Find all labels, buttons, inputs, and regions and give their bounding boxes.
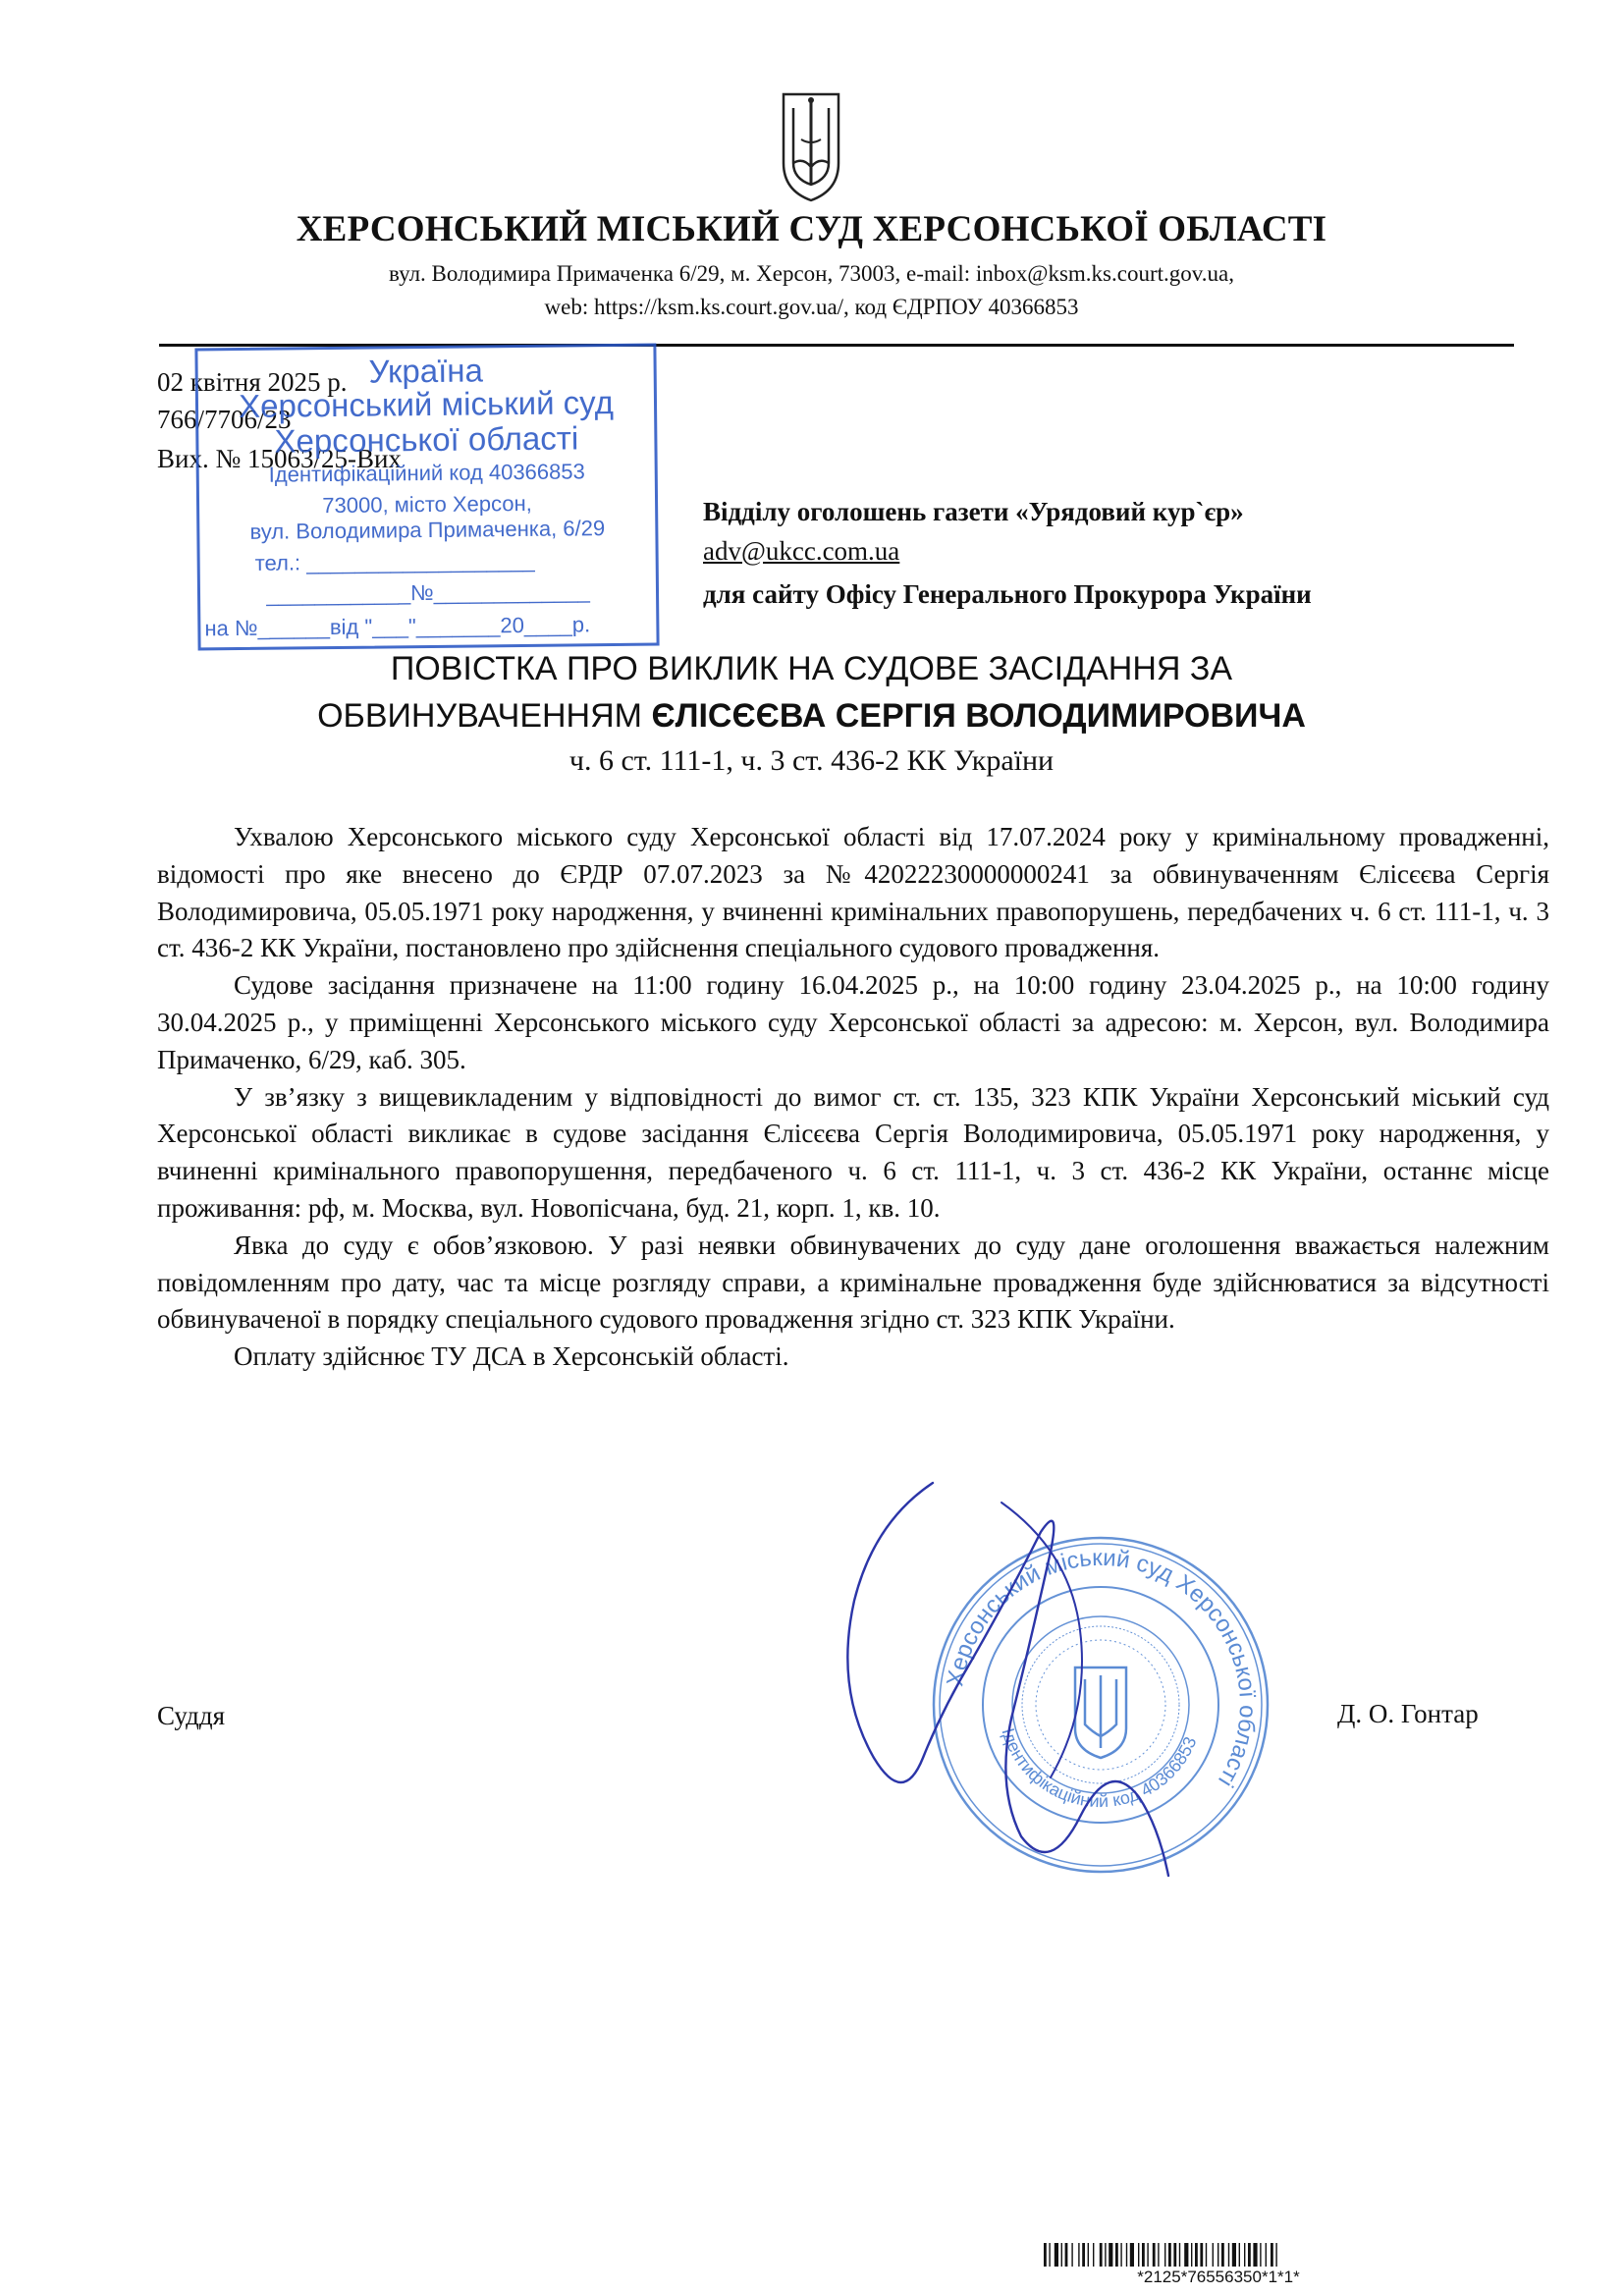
barcode-bar: [1049, 2243, 1050, 2267]
barcode-bar: [1105, 2243, 1106, 2267]
barcode-bar: [1061, 2243, 1062, 2267]
judge-role-label: Суддя: [157, 1701, 226, 1730]
barcode-bar: [1248, 2243, 1251, 2267]
barcode-bar: [1221, 2243, 1224, 2267]
addressee-email-link[interactable]: adv@ukcc.com.ua: [703, 536, 900, 566]
outgoing-number: Вих. № 15063/25-Вих: [157, 444, 402, 473]
document-date: 02 квітня 2025 р.: [157, 367, 348, 397]
body-paragraph-hearing: Судове засідання призначене на 11:00 годину 16.04.2025 р., на 10:00 годину 23.04.2025 р., на 10:00 годину 30.04.2025 р., у приміщенні Херсонського міського суду Херсонської області за адресою: м. Херсон, вул. Володимира Примаченко, 6/29, каб. 305.: [157, 970, 1549, 1074]
body-paragraph-summons: У зв’язку з вищевикладеним у відповідності до вимог ст. ст. 135, 323 КПК України Херсонський міський суд Херсонської області викликає в судове засідання Єлісєєва Сергія Володимировича, 05.05.1971 року народження, у вчиненні кримінального правопорушення, передбаченого ч. 6 ст. 111-1, ч. 3 ст. 436-2 КК України, останнє місце проживання: рф, м. Москва, вул. Новопісчана, буд. 21, корп. 1, кв. 10.: [157, 1081, 1549, 1223]
barcode-bar: [1078, 2243, 1079, 2267]
judge-name: Д. О. Гонтар: [1337, 1699, 1479, 1728]
barcode-bar: [1173, 2243, 1176, 2267]
barcode-bar: [1228, 2243, 1229, 2267]
barcode-bar: [1044, 2243, 1047, 2267]
barcode-bar: [1260, 2243, 1261, 2267]
barcode-bar: [1130, 2243, 1134, 2267]
barcode-bar: [1168, 2243, 1171, 2267]
stamp-number-line: ____________№_____________: [266, 578, 590, 607]
stamp-country: Україна: [368, 352, 484, 390]
document-barcode: [1044, 2243, 1393, 2267]
barcode-bar: [1100, 2243, 1103, 2267]
summons-title-prefix: ОБВИНУВАЧЕННЯМ: [317, 697, 652, 735]
stamp-region: Херсонської області: [274, 419, 579, 460]
barcode-bar: [1082, 2243, 1085, 2267]
seal-inner-text: Ідентифікаційний код 40366853: [998, 1725, 1201, 1812]
stamp-city: 73000, місто Херсон,: [322, 490, 532, 519]
ukraine-trident-emblem-icon: [780, 88, 842, 204]
summons-articles: ч. 6 ст. 111-1, ч. 3 ст. 436-2 КК України: [568, 744, 1055, 777]
judge-signature: [815, 1463, 1188, 1895]
barcode-bar: [1275, 2243, 1276, 2267]
barcode-bar: [1239, 2243, 1240, 2267]
barcode-bar: [1142, 2243, 1145, 2267]
stamp-phone: тел.: ___________________: [254, 547, 535, 575]
barcode-bar: [1138, 2243, 1139, 2267]
stamp-court: Херсонський міський суд: [238, 384, 615, 425]
court-name-heading: ХЕРСОНСЬКИЙ МІСЬКИЙ СУД ХЕРСОНСЬКОЇ ОБЛАСТІ: [296, 209, 1327, 249]
barcode-bar: [1126, 2243, 1127, 2267]
barcode-number: *2125*76556350*1*1*: [1137, 2268, 1300, 2286]
barcode-bar: [1071, 2243, 1072, 2267]
barcode-bar: [1266, 2243, 1267, 2267]
barcode-bar: [1093, 2243, 1094, 2267]
barcode-bar: [1109, 2243, 1112, 2267]
barcode-bar: [1271, 2243, 1273, 2267]
registration-stamp: [194, 344, 659, 651]
barcode-bar: [1206, 2243, 1207, 2267]
stamp-street: вул. Володимира Примаченка, 6/29: [249, 516, 606, 544]
body-paragraph-payment: Оплату здійснює ТУ ДСА в Херсонській області.: [234, 1341, 789, 1372]
barcode-bar: [1191, 2243, 1192, 2267]
barcode-bar: [1120, 2243, 1121, 2267]
court-address-line: вул. Володимира Примаченка 6/29, м. Херсон, 73003, e-mail: inbox@ksm.ks.court.gov.ua,: [389, 261, 1234, 286]
court-web-line: web: https://ksm.ks.court.gov.ua/, код ЄДРПОУ 40366853: [544, 295, 1079, 319]
summons-title-line1: ПОВІСТКА ПРО ВИКЛИК НА СУДОВЕ ЗАСІДАННЯ ЗА: [390, 650, 1233, 687]
barcode-bar: [1217, 2243, 1218, 2267]
summons-body: [157, 819, 1549, 1376]
barcode-bar: [1232, 2243, 1236, 2267]
case-number: 766/7706/23: [157, 405, 292, 434]
barcode-bar: [1184, 2243, 1188, 2267]
barcode-bar: [1213, 2243, 1214, 2267]
barcode-bar: [1244, 2243, 1245, 2267]
barcode-bar: [1153, 2243, 1156, 2267]
body-paragraph-attendance: Явка до суду є обов’язковою. У разі неявки обвинувачених до суду дане оголошення вважається належним повідомленням про дату, час та місце розгляду справи, а кримінальне провадження буде здійснюватися за відсутності обвинуваченої в порядку спеціального судового провадження згідно ст. 323 КПК України.: [157, 1230, 1549, 1335]
barcode-bar: [1088, 2243, 1089, 2267]
barcode-bar: [1115, 2243, 1118, 2267]
barcode-bar: [1179, 2243, 1180, 2267]
barcode-bar: [1055, 2243, 1058, 2267]
seal-outer-text: Херсонський міський суд Херсонської області: [942, 1544, 1262, 1792]
body-paragraph-ruling: Ухвалою Херсонського міського суду Херсонської області від 17.07.2024 року у кримінальному провадженні, відомості про яке внесено до ЄРДР 07.07.2023 за №42022230000000241 за обвинуваченням Єлісєєва Сергія Володимировича, 05.05.1971 року народження, у вчиненні кримінальних правопорушень, передбачених ч. 6 ст. 111-1, ч. 3 ст. 436-2 КК України, постановлено про здійснення спеціального судового провадження.: [157, 822, 1549, 963]
barcode-bar: [1147, 2243, 1148, 2267]
addressee-site: для сайту Офісу Генерального Прокурора України: [703, 579, 1312, 609]
stamp-reply-line: на №______від "___"_______20____р.: [204, 612, 591, 641]
barcode-bar: [1195, 2243, 1198, 2267]
addressee-department: Відділу оголошень газети «Урядовий кур`єр»: [703, 497, 1244, 526]
barcode-bar: [1253, 2243, 1257, 2267]
stamp-code: Ідентифікаційний код 40366853: [268, 459, 585, 487]
barcode-bar: [1158, 2243, 1159, 2267]
accused-name: ЄЛІСЄЄВА СЕРГІЯ ВОЛОДИМИРОВИЧА: [651, 697, 1306, 735]
barcode-bar: [1200, 2243, 1203, 2267]
barcode-bar: [1164, 2243, 1165, 2267]
barcode-bar: [1065, 2243, 1068, 2267]
summons-title-line2: [0, 697, 1623, 736]
